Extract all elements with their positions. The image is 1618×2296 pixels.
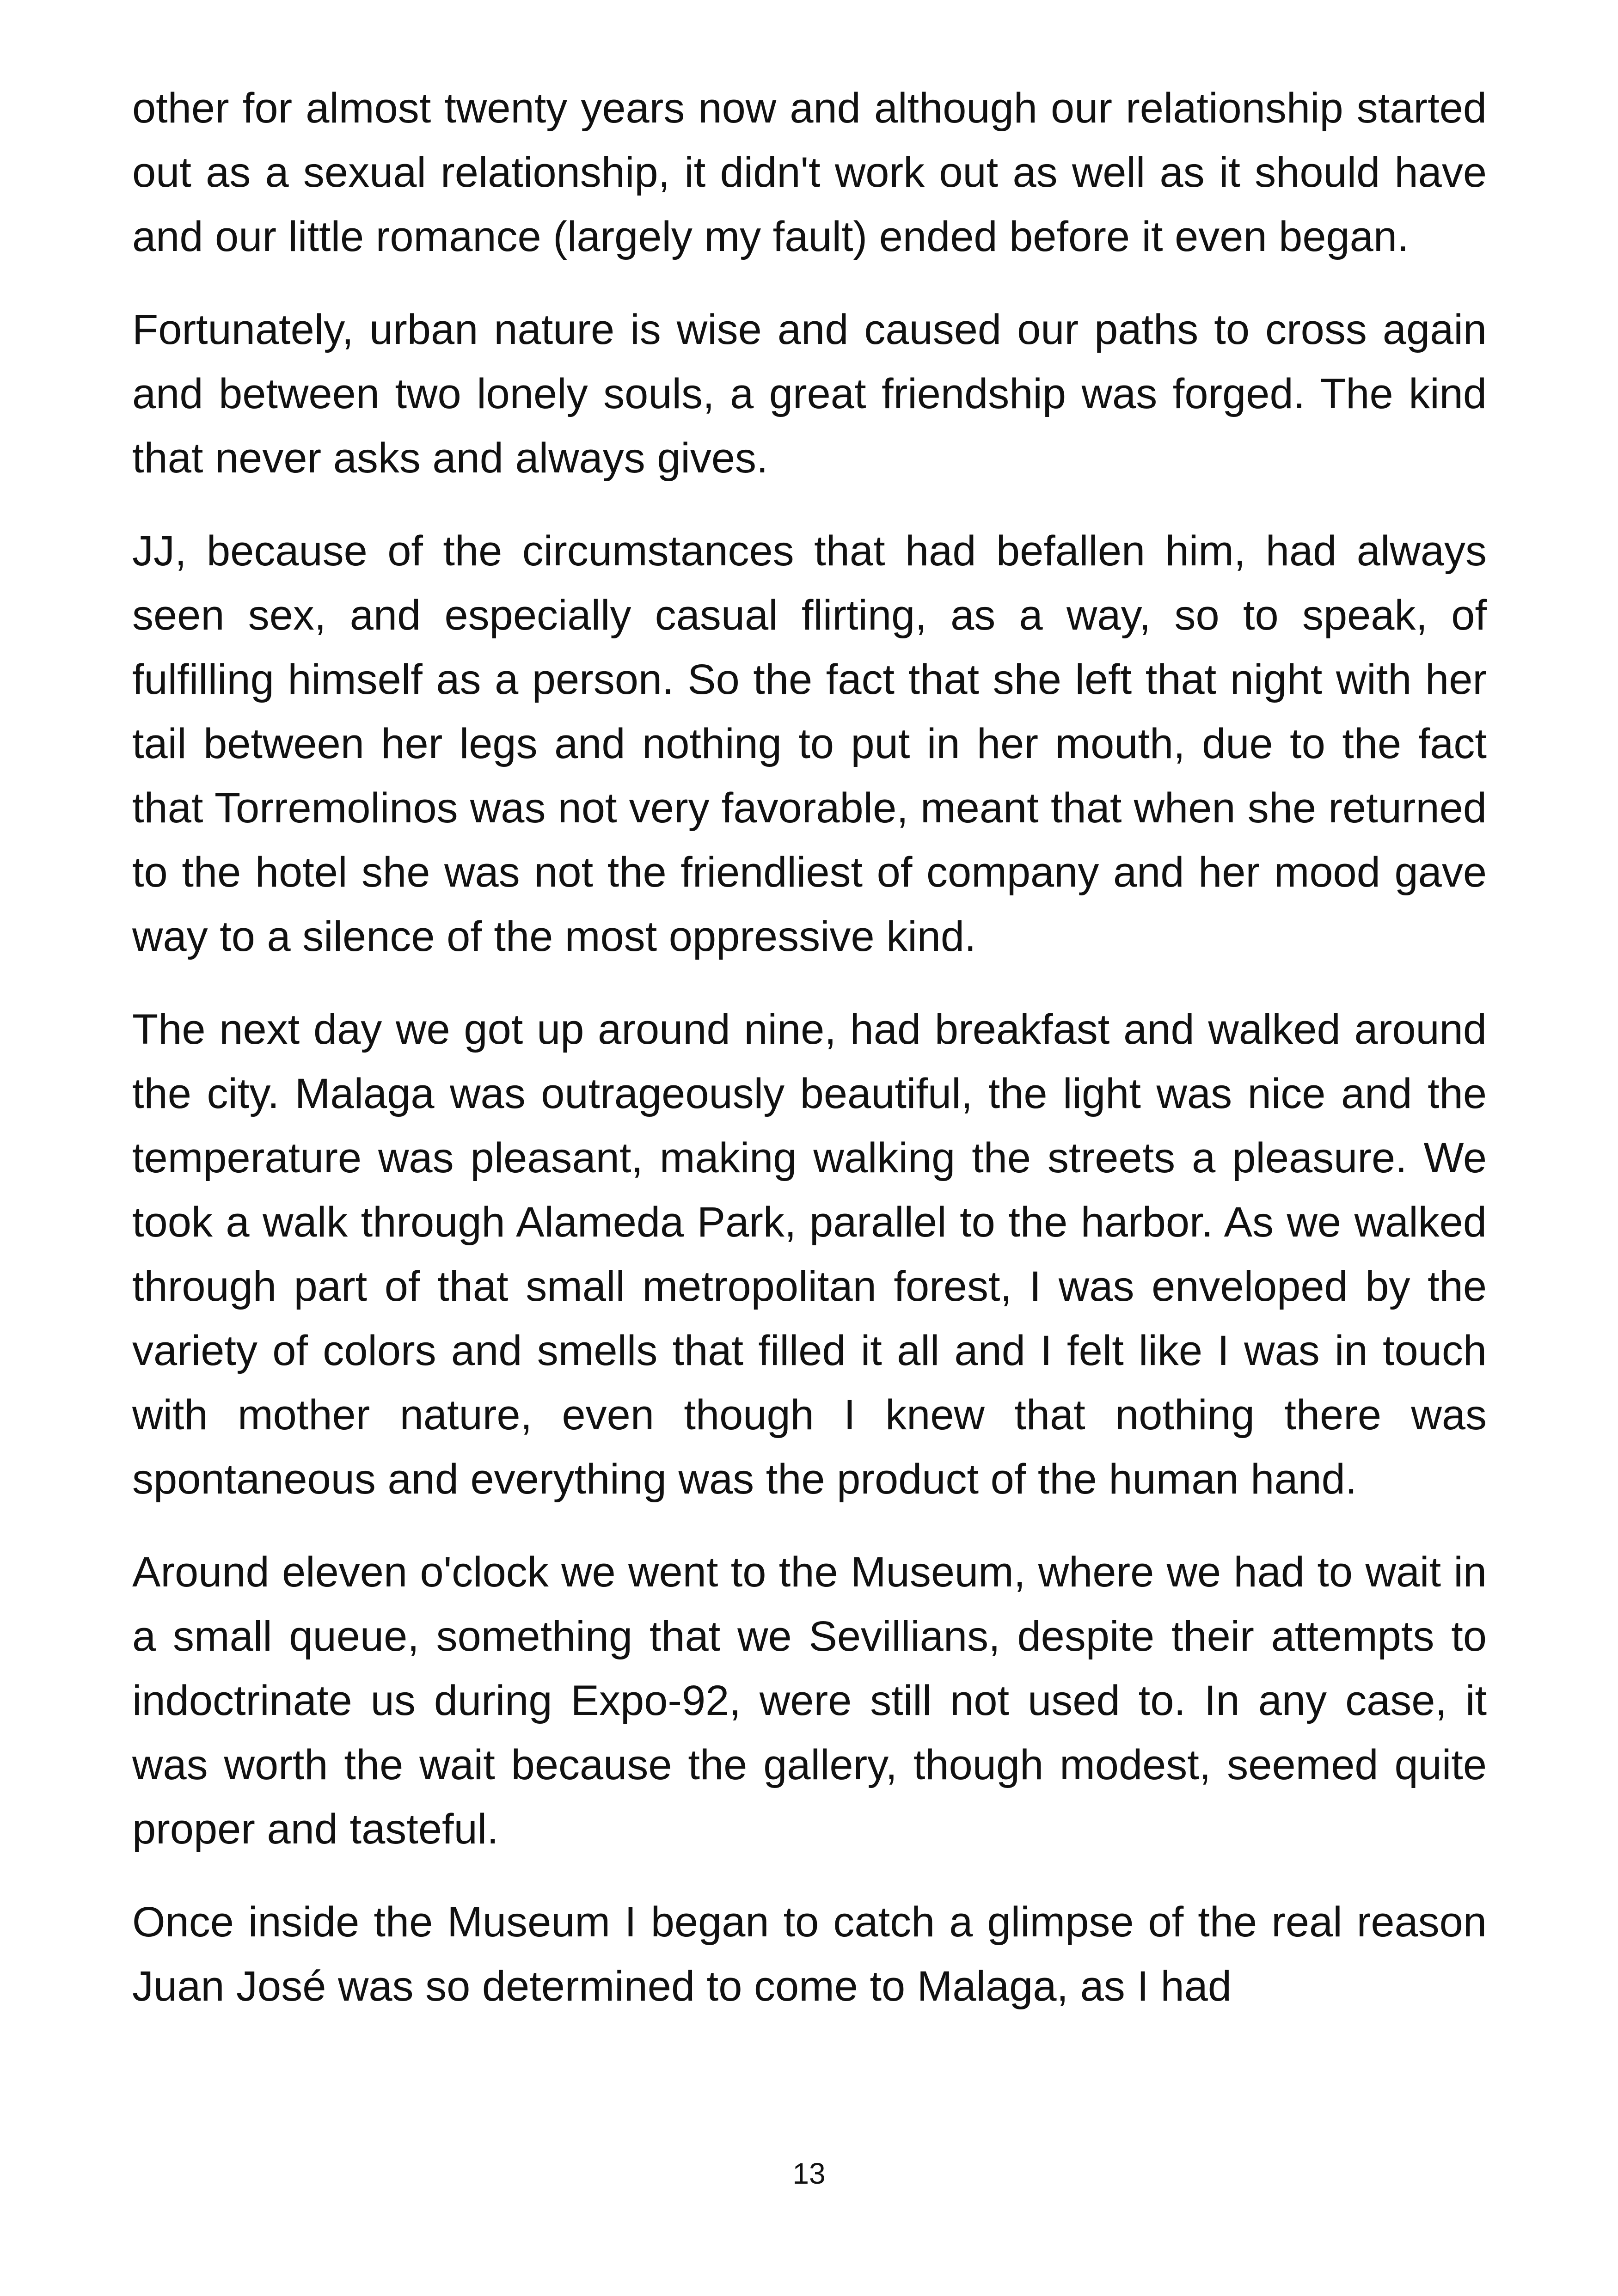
page-number: 13 <box>792 2157 826 2190</box>
paragraph-4: The next day we got up around nine, had breakfast and walked around the city. Malaga was outrageously beautiful, the light was nice and the temperature was pleasant, making walking the streets a pleasure. We took a walk through Alameda Park, parallel to the harbor. As we walked through part of that small metropolitan forest, I was enveloped by the variety of colors and smells that filled it all and I felt like I was in touch with mother nature, even though I knew that nothing there was spontaneous and everything was the product of the human hand. <box>132 1006 1487 1503</box>
paragraph-2: Fortunately, urban nature is wise and caused our paths to cross again and between two lonely souls, a great friendship was forged. The kind that never asks and always gives. <box>132 306 1487 482</box>
body-text <box>132 76 1487 2047</box>
paragraph-5: Around eleven o'clock we went to the Museum, where we had to wait in a small queue, something that we Sevillians, despite their attempts to indoctrinate us during Expo-92, were still not used to. In any case, it was worth the wait because the gallery, though modest, seemed quite proper and tasteful. <box>132 1549 1487 1853</box>
paragraph-3: JJ, because of the circumstances that had befallen him, had always seen sex, and especially casual flirting, as a way, so to speak, of fulfilling himself as a person. So the fact that she left that night with her tail between her legs and nothing to put in her mouth, due to the fact that Torremolinos was not very favorable, meant that when she returned to the hotel she was not the friendliest of company and her mood gave way to a silence of the most oppressive kind. <box>132 527 1487 960</box>
paragraph-6: Once inside the Museum I began to catch a glimpse of the real reason Juan José was so determined to come to Malaga, as I had <box>132 1898 1487 2010</box>
paragraph-1: other for almost twenty years now and although our relationship started out as a sexual relationship, it didn't work out as well as it should have and our little romance (largely my fault) ended before it even began. <box>132 85 1487 260</box>
